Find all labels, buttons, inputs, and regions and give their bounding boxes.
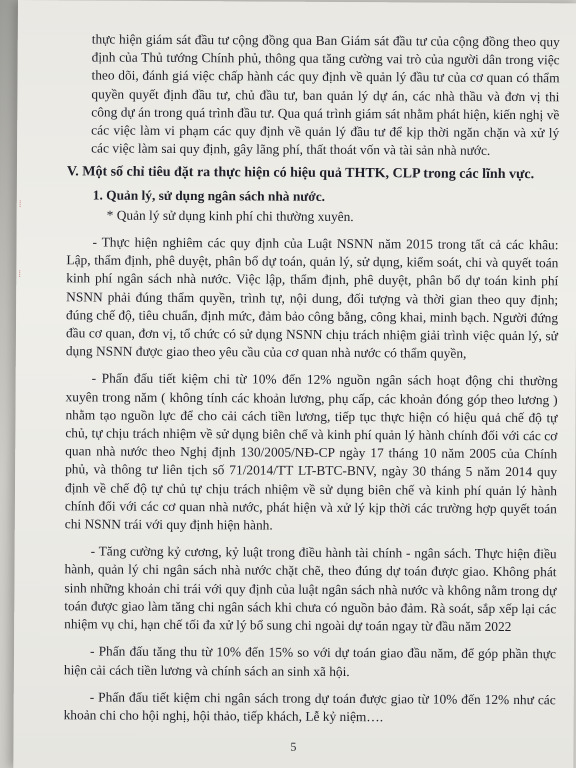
section-heading: V. Một số chỉ tiêu đặt ra thực hiện có hiệu quả THTK, CLP trong các lĩnh vực. <box>66 164 535 183</box>
binding-mark: ⁞ <box>18 199 22 211</box>
paragraph-continuation: thực hiện giám sát đầu tư cộng đồng qua Ban Giám sát đầu tư của cộng đồng theo quy định của Thủ tướng Chính phủ, thông qua tăng cường vai trò của người dân trong việc theo dõi, đánh giá việc chấp hành các quy định về quản lý đầu tư của cơ quan có thẩm quyền quyết định đầu tư, chủ đầu tư, ban quản lý dự án, các nhà thầu và đơn vị thi công dự án trong quá trình đầu tư. Qua quá trình giám sát nhằm phát hiện, kiến nghị về các việc làm vi phạm các quy định về quản lý đầu tư để kịp thời ngăn chặn và xử lý các việc làm sai quy định, gây lãng phí, thất thoát vốn và tài sản nhà nước. <box>91 31 560 159</box>
page-number: 5 <box>290 739 297 754</box>
paragraph: - Thực hiện nghiêm các quy định của Luật NSNN năm 2015 trong tất cả các khâu: Lập, thẩm định, phê duyệt, phân bổ dự toán, quản lý, sử dụng, kiểm soát, chi và quyết toán kinh phí ngân sách nhà nước. Việc lập, thẩm định, phê duyệt, phân bổ dự toán kinh phí NSNN phải đúng thẩm quyền, trình tự, nội dung, đối tượng và thời gian theo quy định; đúng chế độ, tiêu chuẩn, định mức, đảm bảo công bằng, công khai, minh bạch. Người đứng đầu cơ quan, đơn vị, tổ chức có sử dụng NSNN chịu trách nhiệm giải trình việc quản lý, sử dụng NSNN được giao theo yêu cầu của cơ quan nhà nước có thẩm quyền, <box>65 234 559 361</box>
note-line: * Quản lý sử dụng kinh phí chi thường xuyên. <box>106 207 354 224</box>
paragraph: - Phấn đấu tiết kiệm chi từ 10% đến 12% nguồn ngân sách hoạt động chi thường xuyên trong năm ( không tính các khoản lương, phụ cấp, các khoản đóng góp theo lương ) nhằm tạo nguồn lực để cho cải cách tiền lương, tiếp tục thực hiện có hiệu quả chế độ tự chủ, tự chịu trách nhiệm về sử dụng biên chế và kinh phí quản lý hành chính đối với các cơ quan nhà nước theo Nghị định 130/2005/NĐ-CP ngày 17 tháng 10 năm 2005 của Chính phủ, và thông tư liên tịch số 71/2014/TT LT-BTC-BNV, ngày 30 tháng 5 năm 2014 quy định về chế độ tự chủ tự chịu trách nhiệm về sử dụng biên chế và kinh phí quản lý hành chính đối với các cơ quan nhà nước, phát hiện và xử lý kịp thời các trường hợp quyết toán chi NSNN trái với quy định hiện hành. <box>64 370 558 533</box>
paragraph: - Tăng cường kỷ cương, kỷ luật trong điều hành tài chính - ngân sách. Thực hiện điều hành, quản lý chi ngân sách nhà nước chặt chẽ, theo đúng dự toán được giao. Không phát sinh những khoản chi trái với quy định của luật ngân sách nhà nước và không nằm trong dự toán được giao làm tăng chi ngân sách khi chưa có nguồn bảo đảm. Rà soát, sắp xếp lại các nhiệm vụ chi, hạn chế tối đa xử lý bổ sung chi ngoài dự toán ngay từ đầu năm 2022 <box>64 543 557 635</box>
subsection-heading: 1. Quản lý, sử dụng ngân sách nhà nước. <box>92 187 326 204</box>
paper-sheet <box>13 0 576 768</box>
binding-mark: ⁞ <box>18 269 22 281</box>
paragraph: - Phấn đấu tiết kiệm chi ngân sách trong dự toán được giao từ 10% đến 12% như các khoản chi cho hội nghị, hội thảo, tiếp khách, Lễ kỷ niệm…. <box>63 689 556 725</box>
paragraph: - Phấn đấu tăng thu từ 10% đến 15% so với dự toán giao đầu năm, để góp phần thực hiện cải cách tiền lương và chính sách an sinh xã hội. <box>63 643 557 679</box>
document-body <box>64 30 560 727</box>
